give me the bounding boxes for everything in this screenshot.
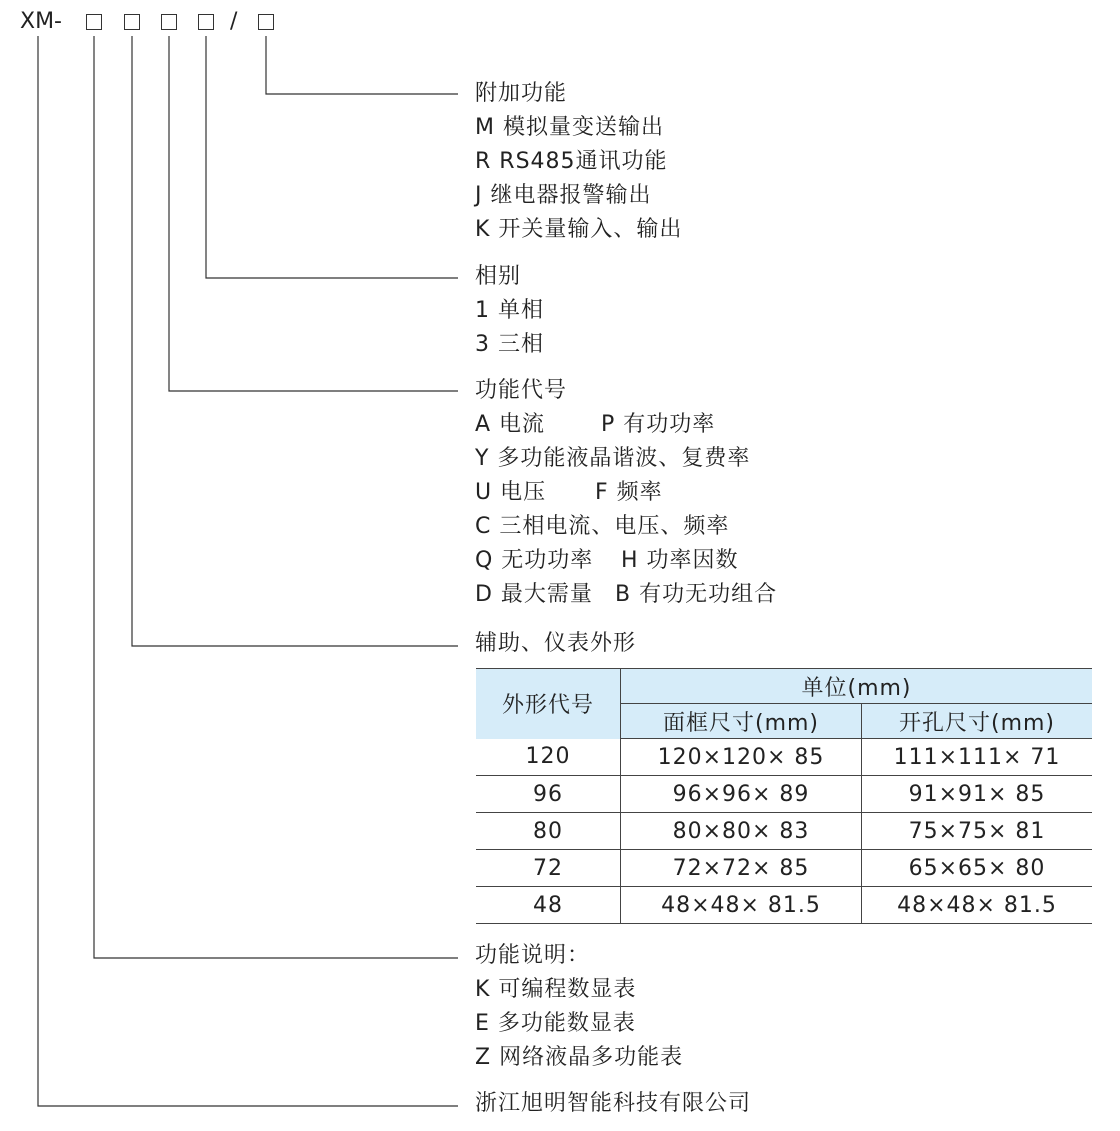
function-code-title: 功能代号 [475,378,568,403]
additional-item: J 继电器报警输出 [475,183,652,208]
additional-function-block [475,77,682,247]
connector-company [38,36,458,1106]
code-box-5 [258,14,274,30]
code-box-4 [198,14,214,30]
function-code-item: C 三相电流、电压、频率 [475,514,730,539]
table-row [476,813,1092,850]
function-code-row [475,578,777,612]
connector-description [94,36,458,958]
header-shape-code: 外形代号 [476,669,621,739]
additional-item: R RS485通讯功能 [475,149,668,174]
function-code-item: H 功率因数 [621,548,739,573]
cell-hole: 111×111× 71 [862,739,1093,776]
header-hole-size: 开孔尺寸(mm) [862,704,1093,739]
additional-function-title: 附加功能 [475,81,568,106]
header-unit: 单位(mm) [621,669,1093,704]
cell-hole: 65×65× 80 [862,850,1093,887]
connector-function-code [169,36,458,391]
cell-frame: 80×80× 83 [621,813,862,850]
function-code-item: B 有功无功组合 [615,582,778,607]
description-item: K 可编程数显表 [475,977,637,1002]
cell-code: 120 [476,739,621,776]
function-code-item: Q 无功功率 [475,548,594,573]
function-code-item: F 频率 [595,480,663,505]
size-table [476,668,1092,924]
phase-item: 1 单相 [475,298,544,323]
function-code-item: A 电流 [475,412,546,437]
company-name: 浙江旭明智能科技有限公司 [475,1091,752,1116]
additional-item: K 开关量输入、输出 [475,217,683,242]
connector-additional [266,36,458,94]
model-prefix: XM- [20,9,62,34]
cell-hole: 75×75× 81 [862,813,1093,850]
additional-item: M 模拟量变送输出 [475,115,664,140]
phase-item: 3 三相 [475,332,544,357]
code-box-3 [161,14,177,30]
table-row [476,850,1092,887]
code-box-2 [124,14,140,30]
model-slash: / [230,9,238,34]
shape-title: 辅助、仪表外形 [475,631,637,656]
company-block [475,1087,751,1121]
cell-hole: 91×91× 85 [862,776,1093,813]
cell-code: 96 [476,776,621,813]
description-item: E 多功能数显表 [475,1011,636,1036]
shape-block [475,627,636,661]
description-title: 功能说明： [475,943,591,968]
code-box-1 [86,14,102,30]
phase-block [475,260,544,362]
table-row [476,887,1092,924]
cell-hole: 48×48× 81.5 [862,887,1093,924]
cell-frame: 48×48× 81.5 [621,887,862,924]
phase-title: 相别 [475,264,522,289]
description-block [475,939,683,1075]
function-code-item: U 电压 [475,480,547,505]
table-row [476,776,1092,813]
cell-frame: 72×72× 85 [621,850,862,887]
function-code-row [475,408,777,442]
description-item: Z 网络液晶多功能表 [475,1045,684,1070]
header-frame-size: 面框尺寸(mm) [621,704,862,739]
cell-frame: 120×120× 85 [621,739,862,776]
cell-code: 80 [476,813,621,850]
function-code-row [475,442,777,476]
function-code-item: Y 多功能液晶谐波、复费率 [475,446,751,471]
function-code-item: P 有功功率 [601,412,716,437]
cell-frame: 96×96× 89 [621,776,862,813]
connector-shape [132,36,458,646]
function-code-row [475,510,777,544]
function-code-row [475,544,777,578]
function-code-row [475,476,777,510]
connector-phase [206,36,458,278]
function-code-item: D 最大需量 [475,582,593,607]
function-code-block [475,374,777,612]
cell-code: 48 [476,887,621,924]
table-row [476,739,1092,776]
cell-code: 72 [476,850,621,887]
